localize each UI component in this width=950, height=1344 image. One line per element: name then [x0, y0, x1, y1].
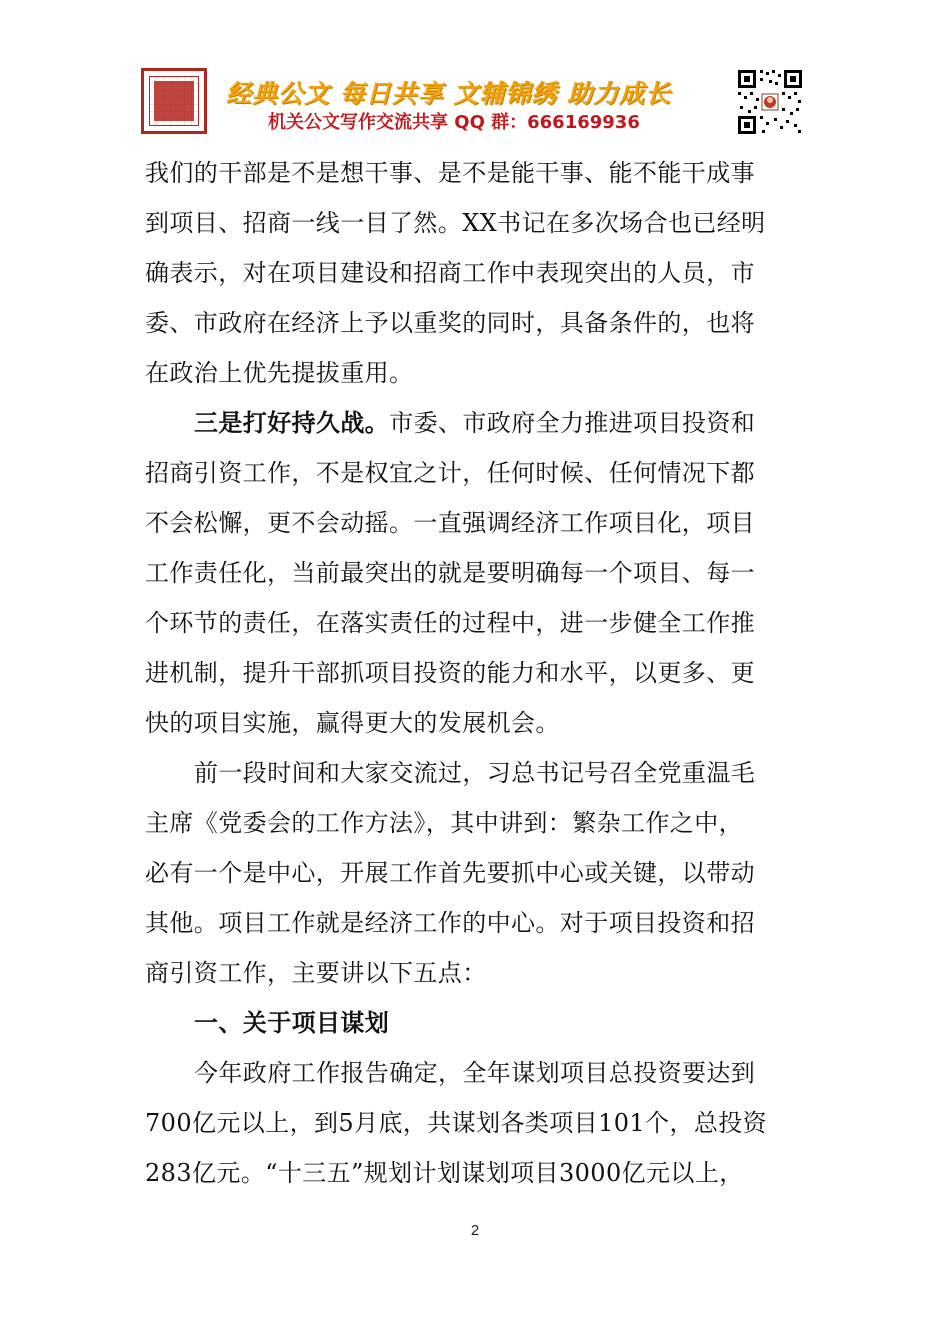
paragraph-line: 700亿元以上，到5月底，共谋划各类项目101个，总投资	[145, 1109, 768, 1137]
header-qq-group: 机关公文写作交流共享 QQ 群：666169936	[268, 112, 640, 133]
qr-code-icon	[736, 68, 804, 136]
paragraph-text: 市委、市政府全力推进项目投资和	[389, 409, 756, 437]
section-heading: 一、关于项目谋划	[194, 1009, 390, 1037]
header-slogan: 经典公文 每日共享 文辅锦绣 助力成长	[226, 79, 672, 108]
paragraph-line: 其他。项目工作就是经济工作的中心。对于项目投资和招	[145, 909, 755, 937]
paragraph-line: 确表示，对在项目建设和招商工作中表现突出的人员，市	[145, 259, 755, 287]
paragraph-line: 到项目、招商一线一目了然。XX书记在多次场合也已经明	[145, 209, 766, 237]
paragraph-line: 不会松懈，更不会动摇。一直强调经济工作项目化，项目	[145, 509, 755, 537]
paragraph-line: 进机制，提升干部抓项目投资的能力和水平，以更多、更	[145, 659, 755, 687]
paragraph-lead-bold: 三是打好持久战。	[194, 409, 390, 437]
paragraph-line: 商引资工作，主要讲以下五点：	[145, 959, 487, 987]
paragraph-line: 今年政府工作报告确定，全年谋划项目总投资要达到	[194, 1059, 756, 1087]
paragraph-line: 委、市政府在经济上予以重奖的同时，具备条件的，也将	[145, 309, 755, 337]
paragraph-line: 招商引资工作，不是权宜之计，任何时候、任何情况下都	[145, 459, 755, 487]
paragraph-line: 主席《党委会的工作方法》，其中讲到：繁杂工作之中，	[145, 809, 743, 837]
paragraph-line: 283亿元。“十三五”规划计划谋划项目3000亿元以上，	[145, 1159, 744, 1187]
paragraph-line: 个环节的责任，在落实责任的过程中，进一步健全工作推	[145, 609, 755, 637]
page-number: 2	[470, 1222, 480, 1239]
paragraph-line: 我们的干部是不是想干事、是不是能干事、能不能干成事	[145, 159, 755, 187]
paragraph-line: 快的项目实施，赢得更大的发展机会。	[145, 709, 560, 737]
paragraph-line: 必有一个是中心，开展工作首先要抓中心或关键，以带动	[145, 859, 755, 887]
paragraph-line: 工作责任化，当前最突出的就是要明确每一个项目、每一	[145, 559, 755, 587]
document-body	[145, 148, 810, 1198]
paragraph-line: 在政治上优先提拔重用。	[145, 359, 414, 387]
document-header	[0, 60, 950, 140]
logo-seal-icon	[141, 68, 207, 134]
paragraph-line	[145, 398, 810, 448]
paragraph-line: 前一段时间和大家交流过，习总书记号召全党重温毛	[194, 759, 756, 787]
